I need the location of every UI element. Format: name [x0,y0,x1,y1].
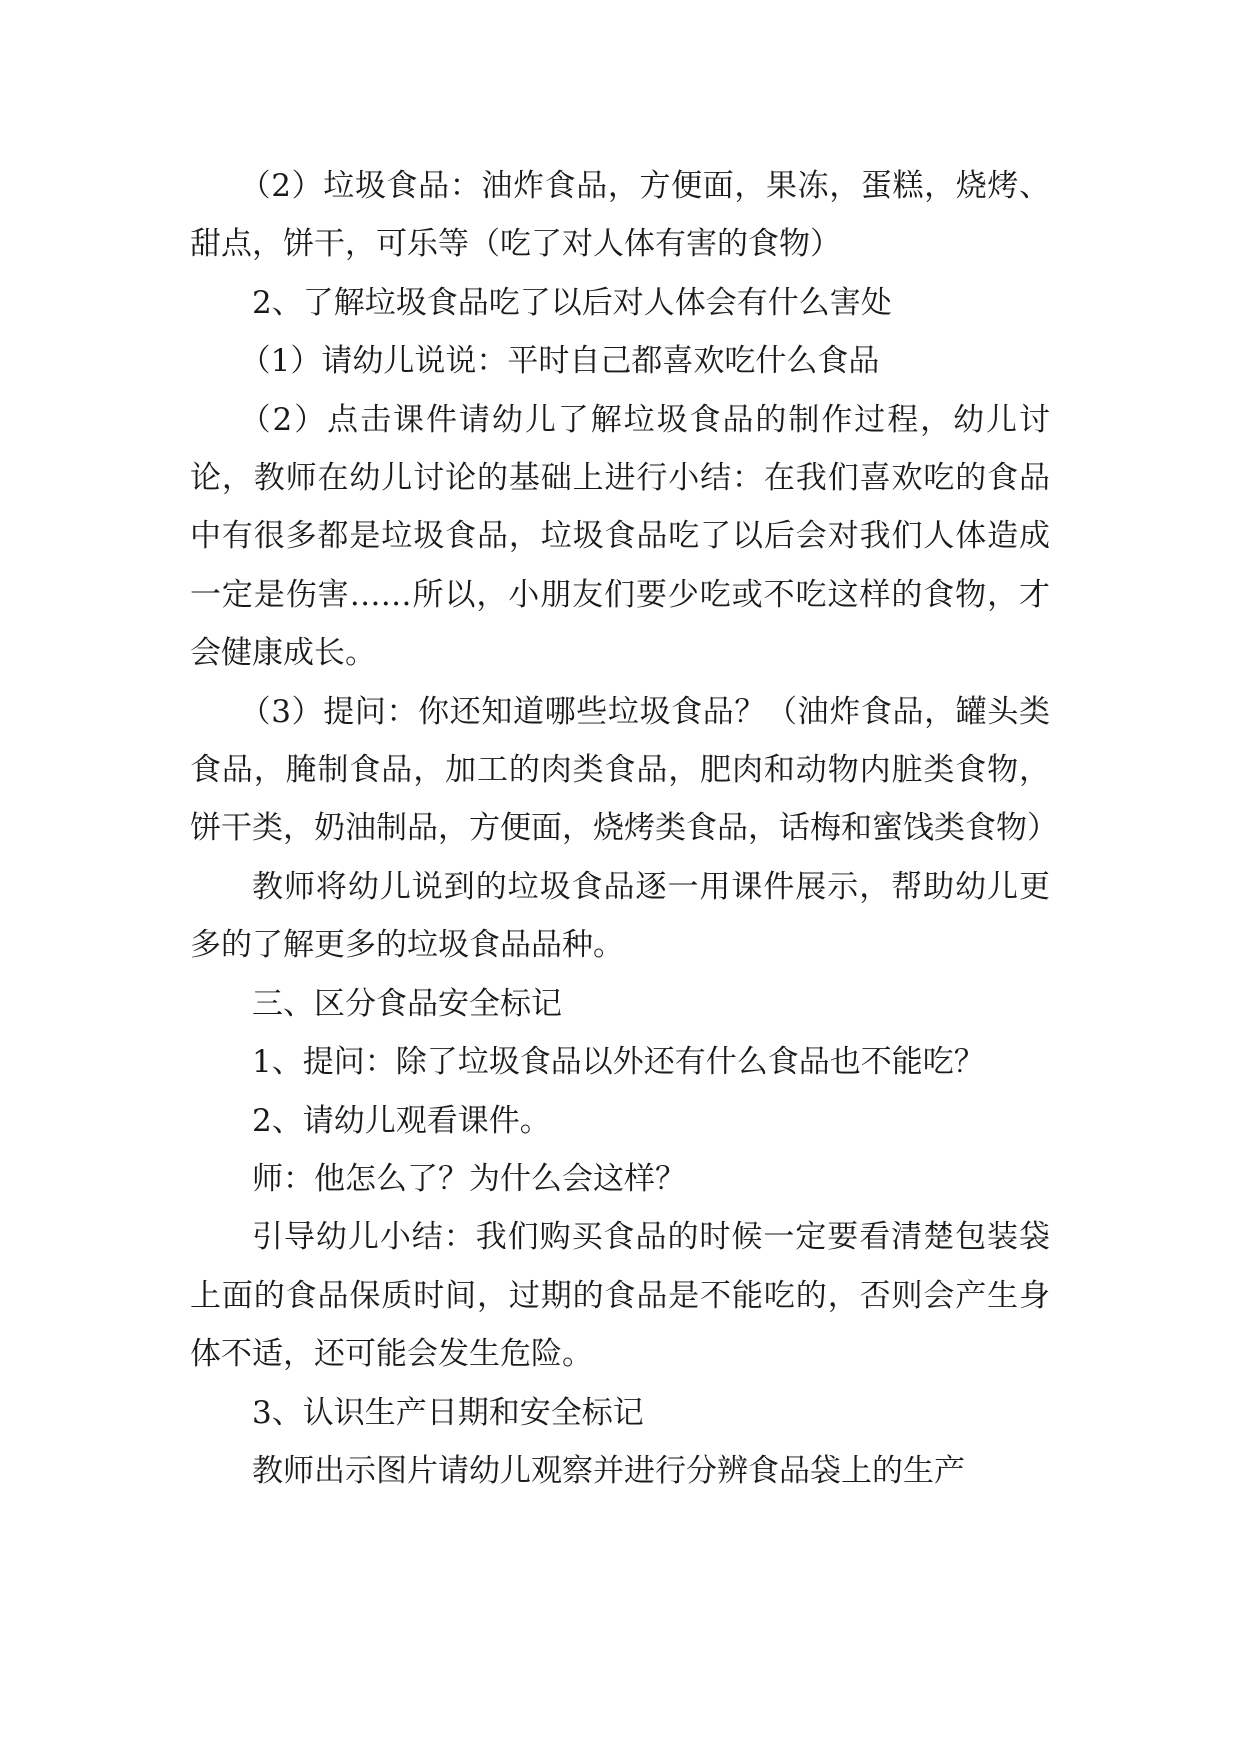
paragraph-teacher-question: 师：他怎么了？为什么会这样？ [252,1160,686,1197]
paragraph-show-pictures: 教师出示图片请幼儿观察并进行分辨食品袋上的生产 [252,1452,965,1489]
paragraph-more-junk-foods: （3）提问：你还知道哪些垃圾食品？（油炸食品，罐头类食品，腌制食品，加工的肉类食品，肥肉和动物内脏类食物，饼干类，奶油制品，方便面，烧烤类食品，话梅和蜜饯类食物） [190,693,1058,847]
paragraph-junk-food-list: （2）垃圾食品：油炸食品，方便面，果冻，蛋糕，烧烤、甜点，饼干，可乐等（吃了对人体有害的食物） [190,168,1050,263]
paragraph-courseware-summary: （2）点击课件请幼儿了解垃圾食品的制作过程，幼儿讨论，教师在幼儿讨论的基础上进行小结：在我们喜欢吃的食品中有很多都是垃圾食品，垃圾食品吃了以后会对我们人体造成一定是伤害……所以，小朋友们要少吃或不吃这样的食物，才会健康成长。 [190,401,1050,672]
paragraph-guide-summary: 引导幼儿小结：我们购买食品的时候一定要看清楚包装袋上面的食品保质时间，过期的食品是不能吃的，否则会产生身体不适，还可能会发生危险。 [190,1219,1050,1373]
paragraph-production-date-heading: 3、认识生产日期和安全标记 [252,1394,644,1431]
paragraph-watch-courseware: 2、请幼儿观看课件。 [252,1102,551,1139]
paragraph-question-other-foods: 1、提问：除了垃圾食品以外还有什么食品也不能吃？ [252,1044,985,1081]
paragraph-harm-heading: 2、了解垃圾食品吃了以后对人体会有什么害处 [252,284,892,321]
paragraph-teacher-display: 教师将幼儿说到的垃圾食品逐一用课件展示，帮助幼儿更多的了解更多的垃圾食品品种。 [190,868,1050,964]
document-body [190,157,1058,1500]
paragraph-favorite-foods: （1）请幼儿说说：平时自己都喜欢吃什么食品 [239,343,880,380]
paragraph-section-three-heading: 三、区分食品安全标记 [252,985,562,1022]
